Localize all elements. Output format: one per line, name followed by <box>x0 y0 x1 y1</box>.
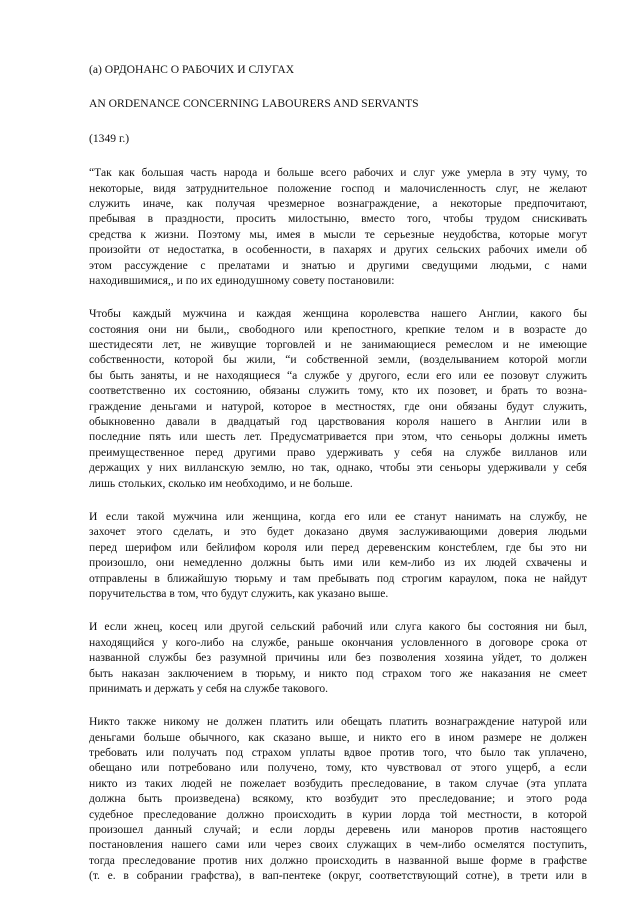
document-body <box>89 62 587 884</box>
text-line: (т. е. в собрании графства), в вап-пентеке (округ, соответствующий сотне), в трети или в <box>89 869 587 883</box>
paragraph <box>89 619 587 696</box>
text-line: захочет этого сделать, и это будет доказано двумя заслуживающими доверия людьми <box>89 525 587 539</box>
text-line: деньгами больше обычного, как сказано выше, и никто его в ином размере не должен <box>89 730 587 744</box>
text-line: И если жнец, косец или другой сельский рабочий или слуга какого бы состояния ни был, <box>89 620 587 634</box>
paragraph <box>89 509 587 601</box>
paragraph <box>89 165 587 288</box>
text-line: находящийся у кого-либо на службе, раньше окончания условленного в договоре срока от <box>89 635 587 649</box>
text-line: собственности, которой бы жили, “и собственной земли, (возделыванием которой могли <box>89 353 587 367</box>
text-line: Чтобы каждый мужчина и каждая женщина королевства нашего Англии, какого бы <box>89 307 587 321</box>
text-line: находившимися,, и по их единодушному совету постановили: <box>89 273 395 287</box>
text-line: последние пять или шесть лет. Предусматривается при этом, что сеньоры должны иметь <box>89 430 587 444</box>
text-line: преимущественное перед другими право удерживать у себя на службе вилланов или <box>89 445 587 459</box>
text-line: обещано или потребовано или получено, тому, кто чувствовал от этого ущерб, а если <box>89 761 587 775</box>
text-line: И если такой мужчина или женщина, когда его или ее станут нанимать на службу, не <box>89 509 587 523</box>
text-line: Никто также никому не должен платить или обещать платить вознаграждение натурой или <box>89 715 587 729</box>
text-line: лишь стольких, сколько им необходимо, и не больше. <box>89 476 353 490</box>
text-line: перед шерифом или бейлифом короля или перед деревенским констеблем, где бы это ни <box>89 540 587 554</box>
text-line: никто из таких людей не пожелает возбудить преследование, в таком случае (эта уплата <box>89 776 587 790</box>
text-line: отправлены в ближайшую тюрьму и там пребывать под строгим караулом, пока не найдут <box>89 571 587 585</box>
text-line: произошло, они немедленно должны быть ими или кем-либо из их людей схвачены и <box>89 556 587 570</box>
text-line: пребывая в праздности, просить милостыню, вместо того, чтобы трудом снискивать <box>89 212 587 226</box>
text-line: произойти от недостатка, в особенности, в пахарях и других сельских рабочих имели об <box>89 243 587 257</box>
text-line: поручительства в том, что будут служить, как указано выше. <box>89 586 389 600</box>
heading-english: AN ORDENANCE CONCERNING LABOURERS AND SERVANTS <box>89 97 419 111</box>
heading-russian: (a) ОРДОНАНС О РАБОЧИХ И СЛУГАХ <box>89 63 295 76</box>
text-line: граждение деньгами и натурой, которое в местностях, где они обязаны будут служить, <box>89 399 587 413</box>
text-line: шестидесяти лет, не живущие торговлей и не занимающиеся ремеслом и не имеющие <box>89 338 587 352</box>
text-line: судебное преследование должно происходить в курии лорда той местности, в которой <box>89 807 587 821</box>
text-line: требовать или получать под страхом уплаты вдвое против того, что было так уплачено, <box>89 746 587 760</box>
text-line: принимать и держать у себя на службе такового. <box>89 681 329 695</box>
text-line: соответственно их состоянию, обязаны служить тому, кто их позовет, и брать то возна- <box>89 384 587 398</box>
text-line: держащих у них вилланскую землю, но так, однако, чтобы эти сеньоры удерживали у себя <box>89 461 587 475</box>
text-line: служить иначе, как получая чрезмерное вознаграждение, а некоторые предпочитают, <box>89 196 587 210</box>
paragraphs-container <box>89 165 587 883</box>
text-line: средства к жизни. Поэтому мы, имея в мысли те серьезные неудобства, которые могут <box>89 227 587 241</box>
text-line: произошел данный случай; и если лорды деревень или маноров против настоящего <box>89 823 587 837</box>
text-line: должна быть произведена) всякому, кто возбудит это преследование; и этого рода <box>89 792 587 806</box>
document-year: (1349 г.) <box>89 131 130 145</box>
text-line: тогда преследование против них должно происходить в названной выше форме в графстве <box>89 853 587 867</box>
text-line: этом рассуждение с прелатами и знатью и другими сведущими людьми, с нами <box>89 258 587 272</box>
text-line: постановления нашего сами или через своих служащих в чем-либо осмелятся поступить, <box>89 838 587 852</box>
text-line: обыкновенно давали в двадцатый год царствования короля нашего в Англии или в <box>89 415 587 429</box>
text-line: некоторые, видя затруднительное положение господ и малочисленность слуг, не желают <box>89 181 587 195</box>
paragraph <box>89 714 587 883</box>
text-line: названной службы без разумной причины или без позволения хозяина уйдет, то должен <box>89 651 587 665</box>
text-line: “Так как большая часть народа и больше всего рабочих и слуг уже умерла в эту чуму, то <box>89 166 587 180</box>
paragraph <box>89 306 587 491</box>
text-line: быть наказан заключением в тюрьму, и никто под страхом того же наказания не смеет <box>89 666 587 680</box>
text-line: состояния они ни были,, свободного или крепостного, крепкие телом и в возрасте до <box>89 322 587 336</box>
text-line: бы быть заняты, и не находящиеся “а службе у другого, если его или ее позовут служить <box>89 368 587 382</box>
